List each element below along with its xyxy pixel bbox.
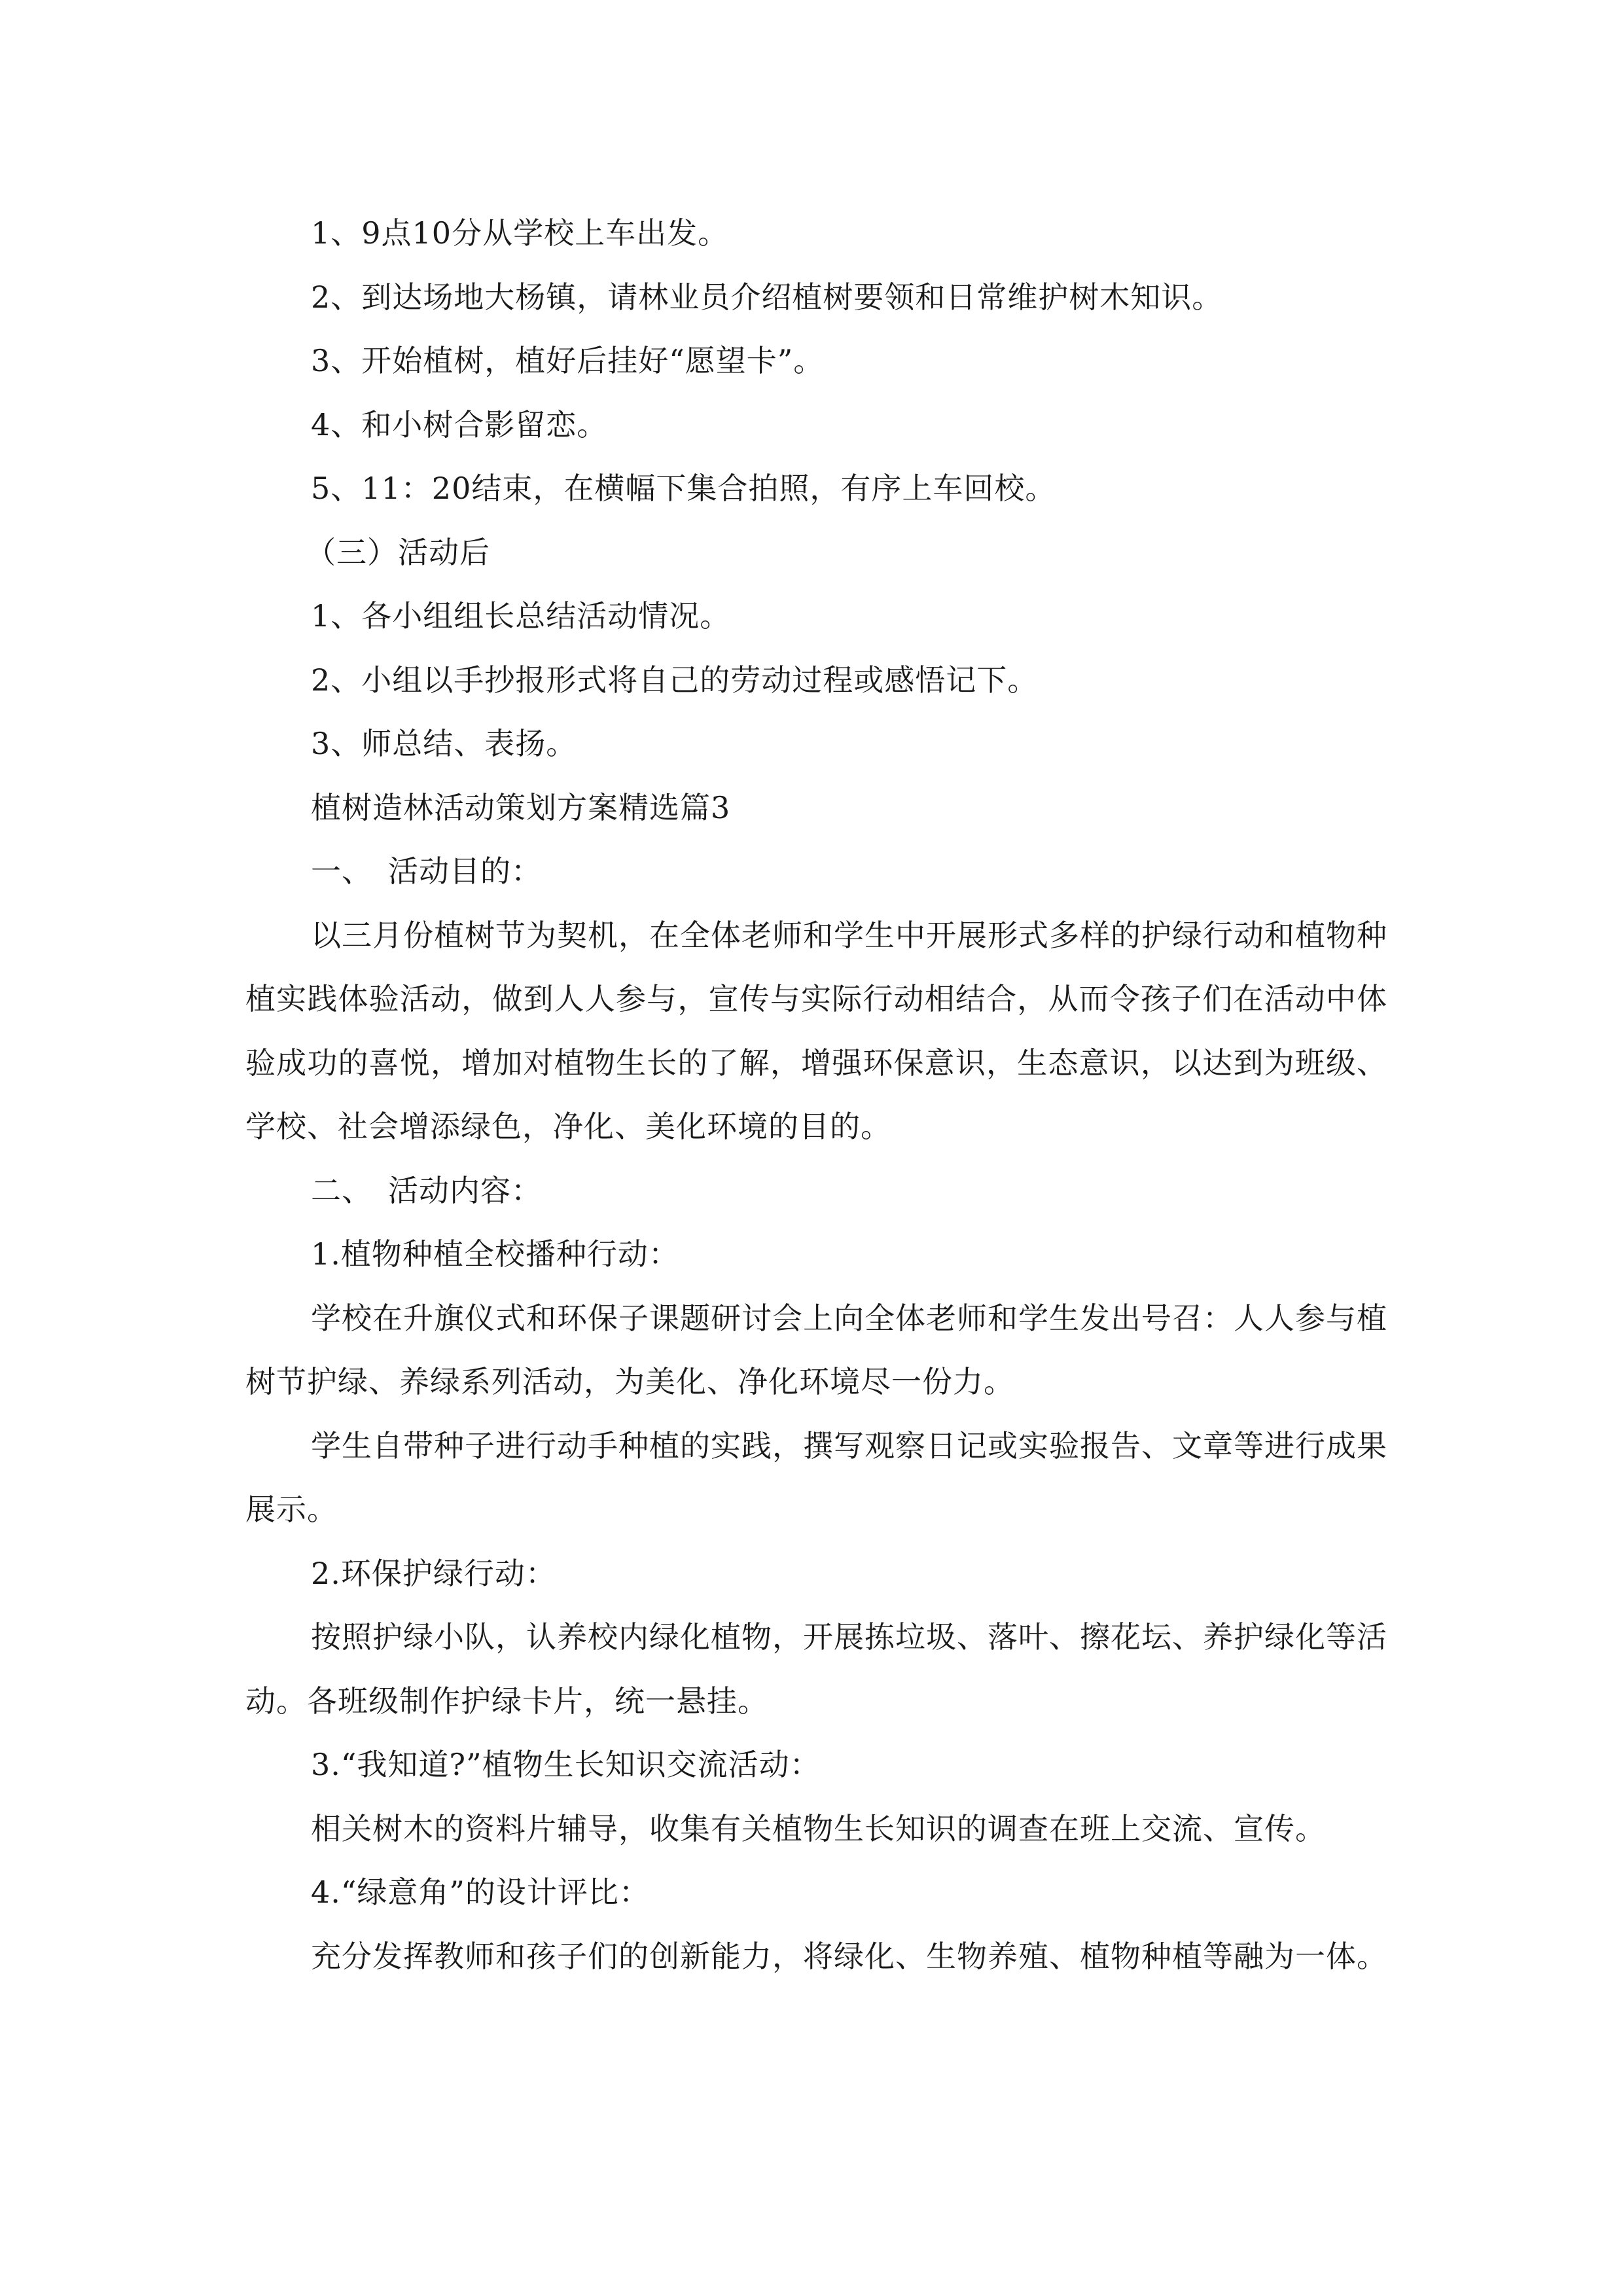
paragraph-green-corner: 充分发挥教师和孩子们的创新能力，将绿化、生物养殖、植物种植等融为一体。 bbox=[311, 1938, 1387, 1974]
subheading-planting: 1.植物种植全校播种行动： bbox=[311, 1236, 679, 1272]
paragraph-step-2: 2、到达场地大杨镇，请林业员介绍植树要领和日常维护树木知识。 bbox=[311, 279, 1223, 315]
paragraph-green-action: 按照护绿小队，认养校内绿化植物，开展拣垃圾、落叶、擦花坛、养护绿化等活动。各班级制作护绿卡片，统一悬挂。 bbox=[245, 1619, 1387, 1719]
paragraph-after-3: 3、师总结、表扬。 bbox=[311, 726, 577, 761]
paragraph-step-3: 3、开始植树，植好后挂好“愿望卡”。 bbox=[311, 343, 825, 378]
section-heading-purpose: 一、 活动目的： bbox=[311, 853, 542, 889]
document-body bbox=[245, 202, 1387, 1988]
paragraph-step-5: 5、11：20结束，在横幅下集合拍照，有序上车回校。 bbox=[311, 471, 1056, 506]
subheading-knowledge-exchange: 3.“我知道?”植物生长知识交流活动： bbox=[311, 1747, 821, 1782]
paragraph-step-1: 1、9点10分从学校上车出发。 bbox=[311, 215, 729, 251]
section-heading-after-activity: （三）活动后 bbox=[306, 534, 490, 570]
paragraph-after-2: 2、小组以手抄报形式将自己的劳动过程或感悟记下。 bbox=[311, 662, 1039, 698]
subheading-green-corner: 4.“绿意角”的设计评比： bbox=[311, 1874, 650, 1910]
subheading-green-action: 2.环保护绿行动： bbox=[311, 1555, 556, 1591]
paragraph-after-1: 1、各小组组长总结活动情况。 bbox=[311, 598, 731, 634]
paragraph-knowledge-exchange: 相关树木的资料片辅导，收集有关植物生长知识的调查在班上交流、宣传。 bbox=[311, 1810, 1326, 1846]
paragraph-planting-practice: 学生自带种子进行动手种植的实践，撰写观察日记或实验报告、文章等进行成果展示。 bbox=[245, 1427, 1387, 1527]
paragraph-planting-call: 学校在升旗仪式和环保子课题研讨会上向全体老师和学生发出号召：人人参与植树节护绿、养绿系列活动，为美化、净化环境尽一份力。 bbox=[245, 1300, 1387, 1399]
article-title: 植树造林活动策划方案精选篇3 bbox=[311, 789, 731, 825]
paragraph-step-4: 4、和小树合影留恋。 bbox=[311, 406, 608, 442]
paragraph-purpose: 以三月份植树节为契机，在全体老师和学生中开展形式多样的护绿行动和植物种植实践体验活动，做到人人参与，宣传与实际行动相结合，从而令孩子们在活动中体验成功的喜悦，增加对植物生长的了解，增强环保意识，生态意识，以达到为班级、学校、社会增添绿色，净化、美化环境的目的。 bbox=[245, 917, 1387, 1144]
section-heading-content: 二、 活动内容： bbox=[311, 1172, 542, 1208]
